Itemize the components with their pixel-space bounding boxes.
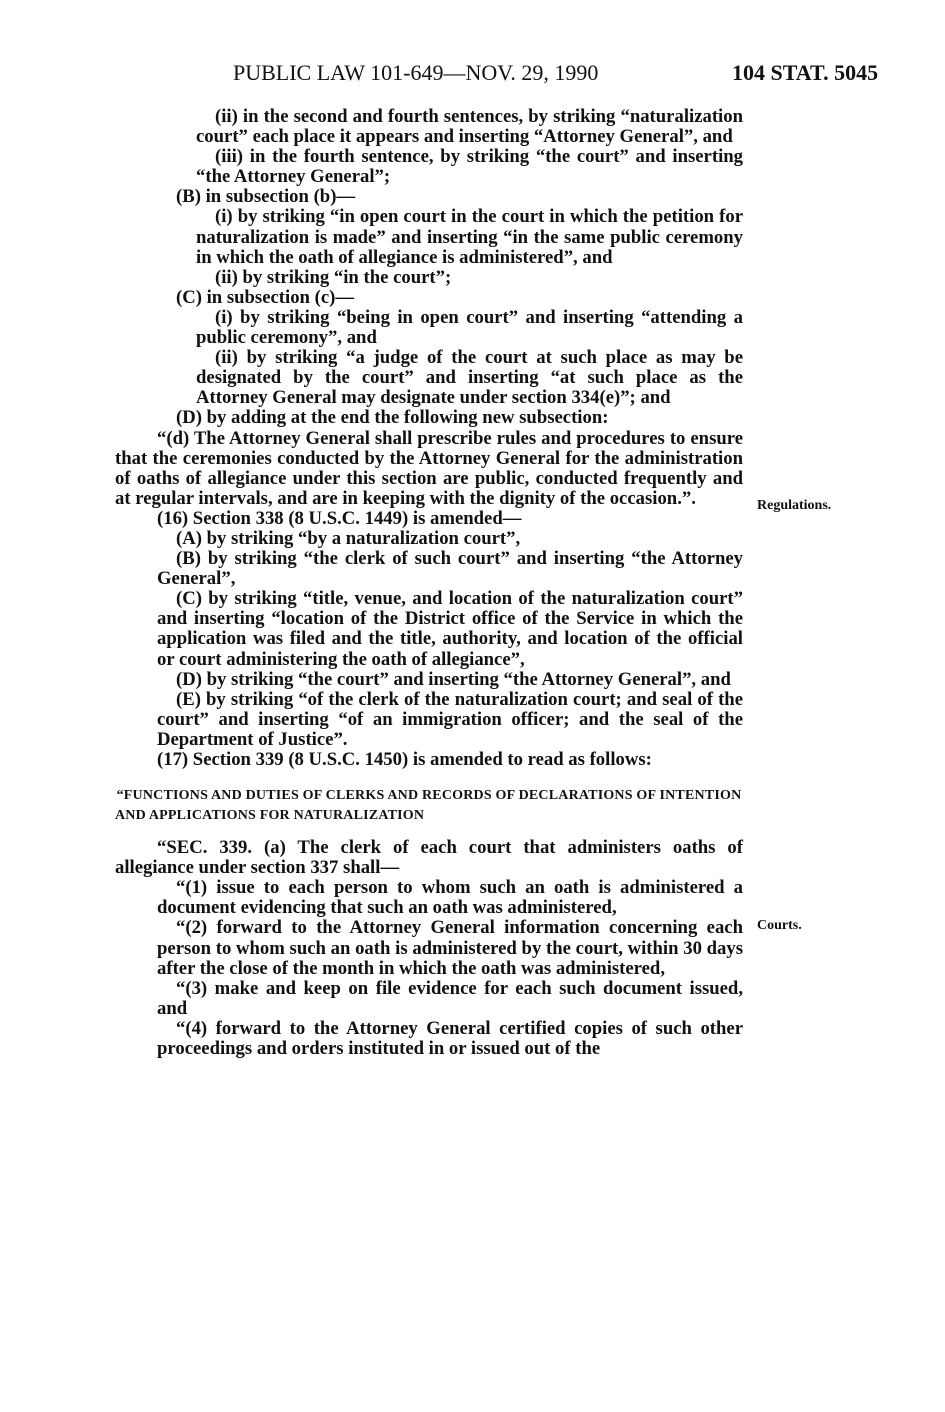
paragraph: “(1) issue to each person to whom such an oath is administered a document evidencing that such an oath was administered, — [157, 877, 743, 919]
running-header-title: PUBLIC LAW 101-649—NOV. 29, 1990 — [233, 60, 599, 85]
paragraph: (D) by striking “the court” and inserting “the Attorney General”, and — [176, 668, 731, 690]
paragraph: “SEC. 339. (a) The clerk of each court that administers oaths of allegiance under section 337 shall— — [115, 837, 743, 879]
paragraph: (ii) by striking “a judge of the court at such place as may be designated by the court” and inserting “at such place as the Attorney General may designate under section 334(e)”; and — [196, 347, 743, 409]
paragraph: (C) by striking “title, venue, and location of the naturalization court” and inserting “location of the District office of the Service in which the application was filed and the title, authority, and location of the official or court administering the oath of allegiance”, — [157, 588, 743, 670]
paragraph: (iii) in the fourth sentence, by striking “the court” and inserting “the Attorney General”; — [196, 146, 743, 188]
margin-note-regulations: Regulations. — [757, 498, 832, 513]
paragraph: (ii) in the second and fourth sentences, by striking “naturalization court” each place it appears and inserting “Attorney General”, and — [196, 106, 743, 148]
paragraph: (ii) by striking “in the court”; — [215, 266, 452, 288]
paragraph: (B) by striking “the clerk of such court” and inserting “the Attorney General”, — [157, 548, 743, 590]
paragraph: (A) by striking “by a naturalization court”, — [176, 527, 521, 549]
paragraph: “(2) forward to the Attorney General information concerning each person to whom such an oath is administered by the court, within 30 days after the close of the month in which the oath was administered, — [157, 917, 743, 979]
paragraph: “(3) make and keep on file evidence for each such document issued, and — [157, 977, 743, 1019]
body-text — [115, 107, 743, 1059]
paragraph: (B) in subsection (b)— — [176, 186, 356, 208]
paragraph: (i) by striking “in open court in the court in which the petition for naturalization is made” and inserting “in the same public ceremony in which the oath of allegiance is administered”, and — [196, 206, 743, 268]
margin-note-courts: Courts. — [757, 918, 802, 933]
paragraph: (i) by striking “being in open court” and inserting “attending a public ceremony”, and — [196, 306, 743, 349]
paragraph: (E) by striking “of the clerk of the naturalization court; and seal of the court” and inserting “of an immigration officer; and the seal of the Department of Justice”. — [157, 688, 743, 750]
paragraph: (17) Section 339 (8 U.S.C. 1450) is amended to read as follows: — [157, 749, 652, 770]
paragraph: (C) in subsection (c)— — [176, 286, 355, 308]
paragraph: “(d) The Attorney General shall prescribe rules and procedures to ensure that the ceremonies conducted by the Attorney General for the administration of oaths of allegiance under this section are public, conducted frequently and at regular intervals, and are in keeping with the dignity of the occasion.”. — [115, 427, 743, 509]
paragraph: (D) by adding at the end the following new subsection: — [176, 407, 609, 429]
paragraph: (16) Section 338 (8 U.S.C. 1449) is amended— — [157, 507, 522, 529]
running-header-stat-page: 104 STAT. 5045 — [732, 60, 879, 85]
section-heading: “FUNCTIONS AND DUTIES OF CLERKS AND RECORDS OF DECLARATIONS OF INTENTION AND APPLICATIONS FOR NATURALIZATION — [115, 788, 742, 824]
paragraph: “(4) forward to the Attorney General certified copies of such other proceedings and orders instituted in or issued out of the — [157, 1017, 743, 1060]
